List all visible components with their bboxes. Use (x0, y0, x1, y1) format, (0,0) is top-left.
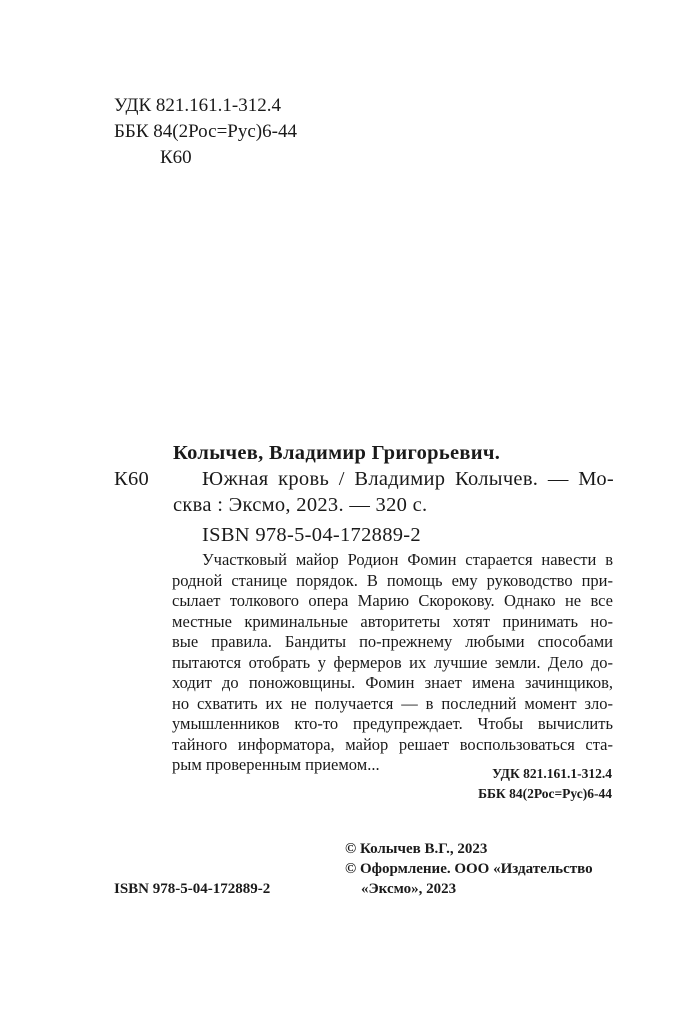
bbk-code: ББК 84(2Рос=Рус)6-44 (114, 121, 297, 142)
annotation-line: ходит до поножовщины. Фомин знает имена зачинщиков, (172, 673, 613, 692)
annotation-line: но схватить их не получается — в последний момент зло- (172, 693, 613, 713)
footer-bbk-code: ББК 84(2Рос=Рус)6-44 (478, 786, 612, 801)
copyright-publisher: «Эксмо», 2023 (361, 881, 457, 897)
annotation-line: сылает толкового опера Марию Скорокову. Однако не все (172, 591, 613, 610)
author-heading: Колычев, Владимир Григорьевич. (173, 442, 501, 464)
udk-code: УДК 821.161.1-312.4 (114, 95, 281, 116)
annotation-line: пытаются отобрать у фермеров их лучшие земли. Дело до- (172, 652, 613, 672)
title-line-2: сква : Эксмо, 2023. — 320 с. (173, 494, 428, 516)
annotation-line: вые правила. Бандиты по-прежнему любыми способами (172, 632, 613, 651)
copyright-author: © Колычев В.Г., 2023 (345, 841, 488, 857)
annotation-line: умышленников кто-то предупреждает. Чтобы вычислить (172, 714, 613, 733)
annotation-line: местные криминальные авторитеты хотят принимать но- (172, 611, 613, 631)
entry-sign: К60 (114, 468, 150, 490)
title-line-1: Южная кровь / Владимир Колычев. — Мо- (202, 468, 614, 490)
footer-udk-code: УДК 821.161.1-312.4 (492, 766, 612, 781)
author-sign-code: К60 (160, 147, 192, 168)
entry-isbn: ISBN 978-5-04-172889-2 (202, 524, 421, 546)
copyright-design: © Оформление. ООО «Издательство (345, 861, 593, 877)
annotation-line: Участковый майор Родион Фомин старается навести в (202, 550, 613, 569)
annotation-line: тайного информатора, майор решает воспользоваться ста- (172, 734, 613, 754)
annotation-line: рым проверенным приемом... (172, 755, 380, 774)
bottom-isbn: ISBN 978-5-04-172889-2 (114, 881, 271, 897)
annotation-line: родной станице порядок. В помощь ему руководство при- (172, 570, 613, 590)
annotation-paragraph (172, 550, 613, 776)
